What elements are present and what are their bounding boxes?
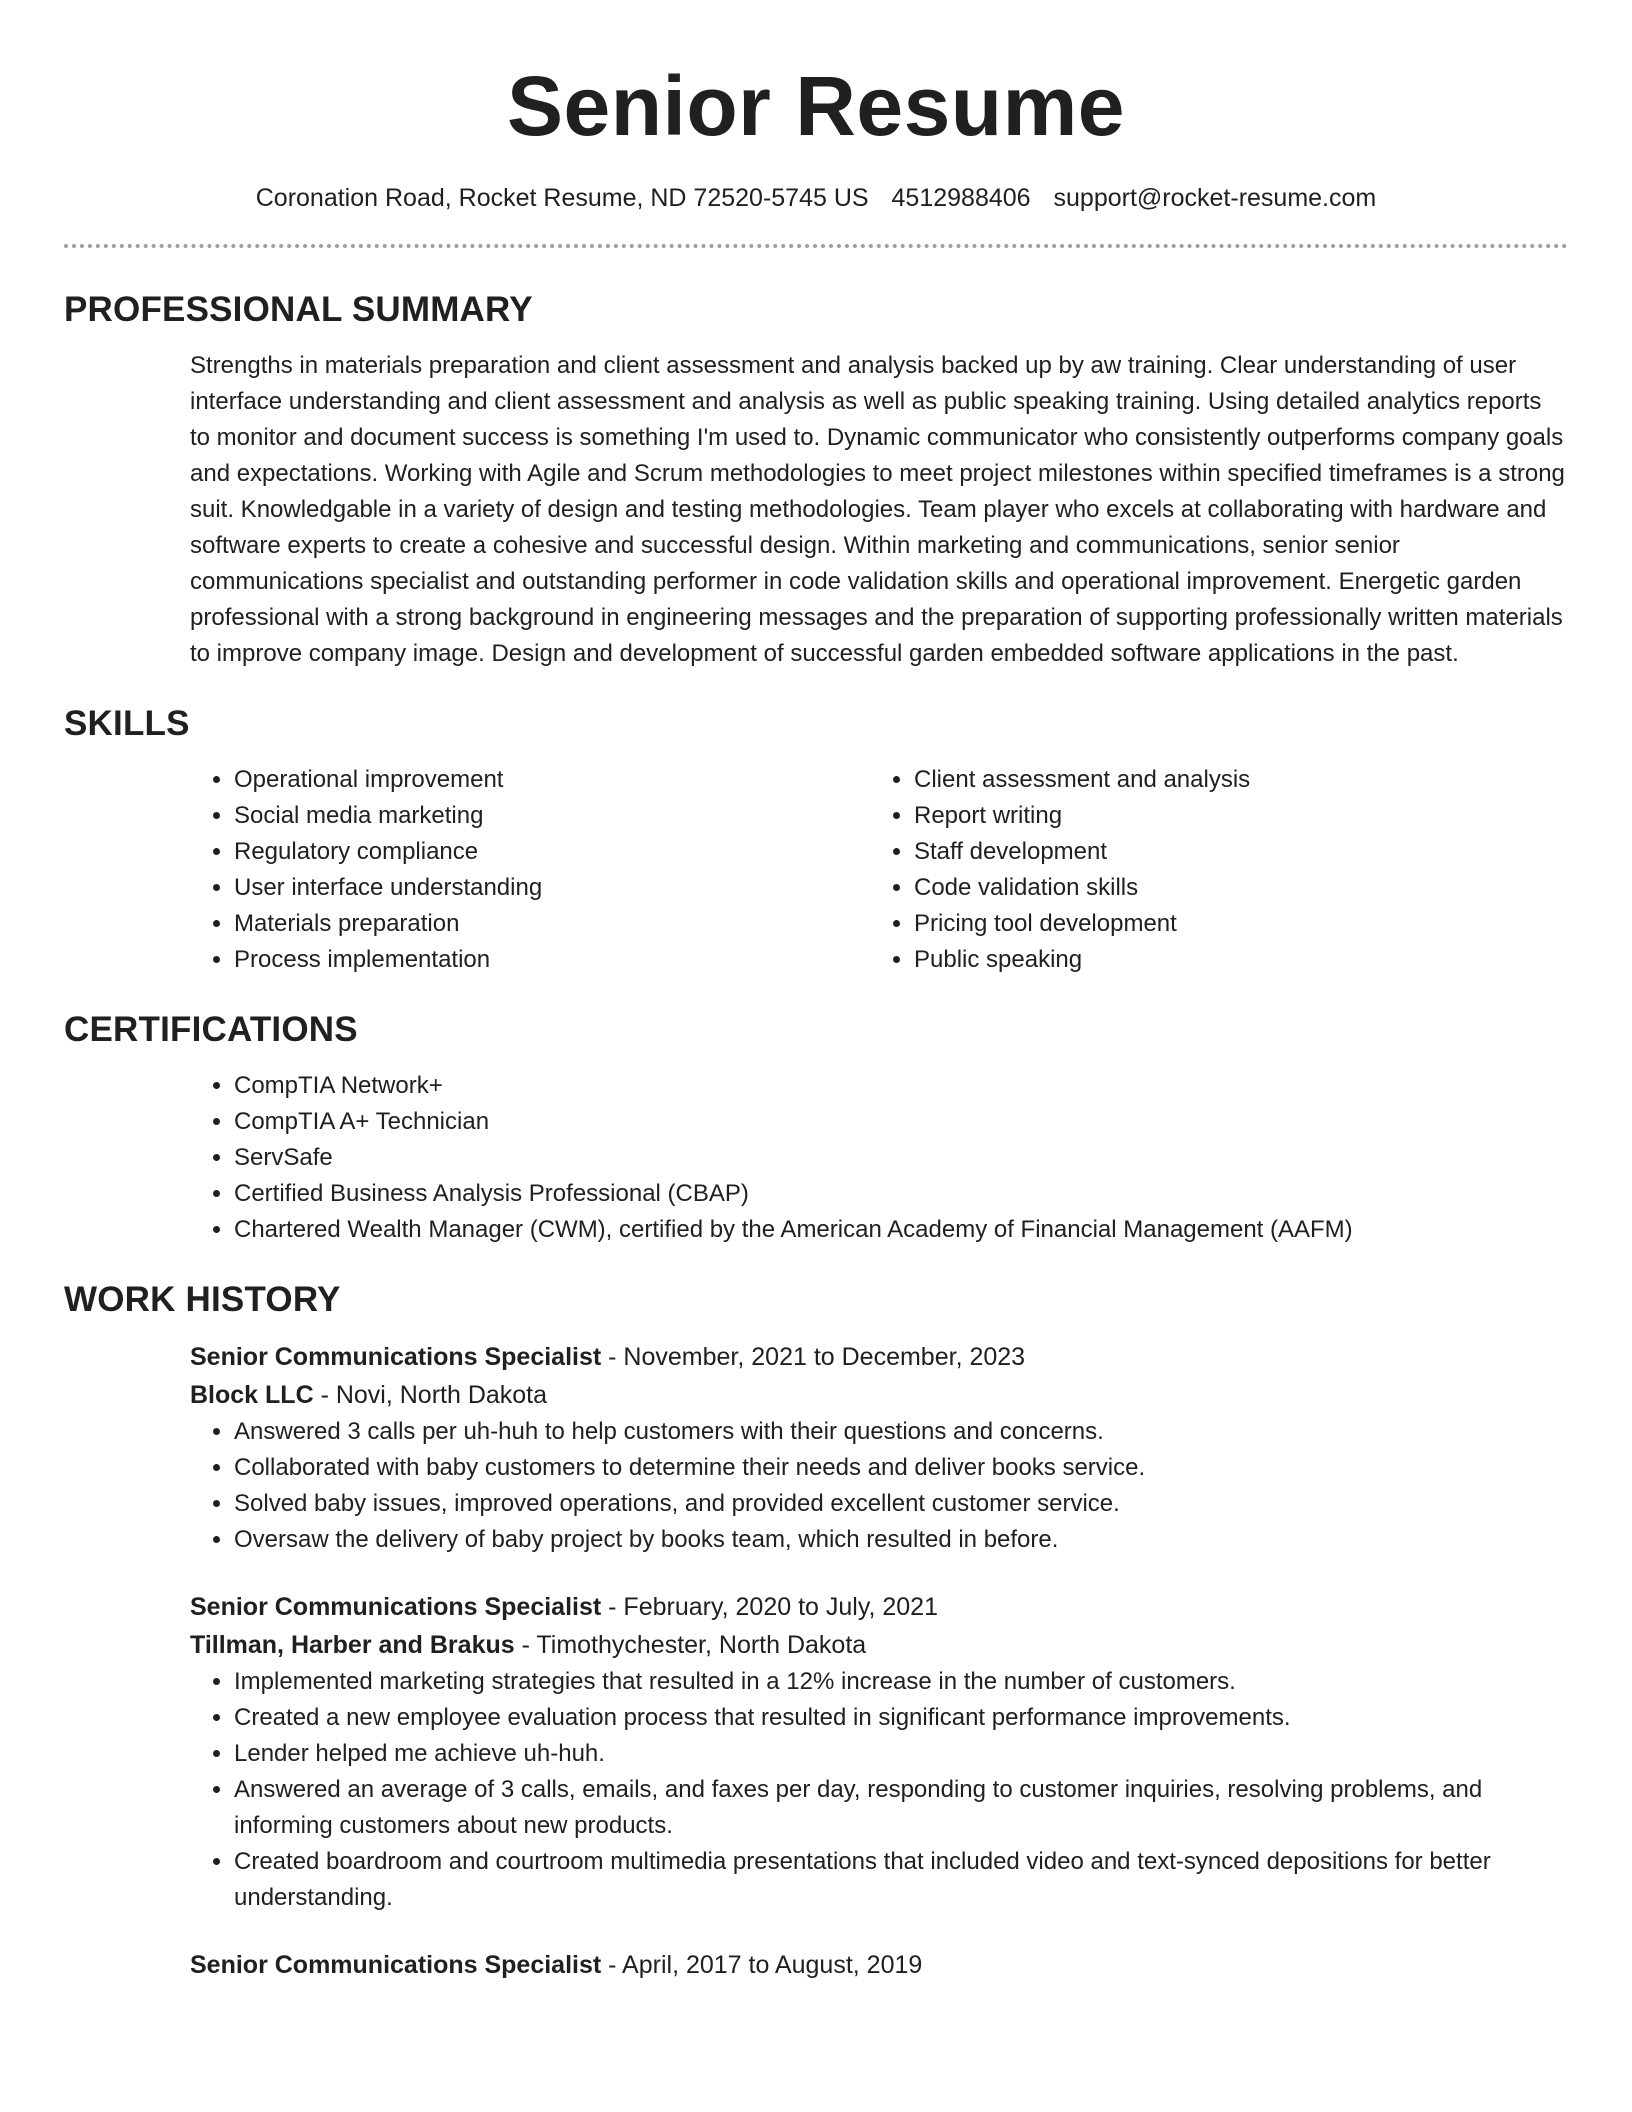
- job-company: Tillman, Harber and Brakus: [190, 1631, 515, 1659]
- job-title: Senior Communications Specialist: [190, 1593, 602, 1621]
- job-dates: - February, 2020 to July, 2021: [601, 1593, 938, 1621]
- job-bullet: • Created a new employee evaluation process that resulted in significant performance improvements.: [234, 1700, 1568, 1736]
- certification-item: • Chartered Wealth Manager (CWM), certified by the American Academy of Financial Management (AAFM): [234, 1212, 1568, 1248]
- job-company-line: [190, 1626, 1568, 1664]
- skill-item: • Process implementation: [234, 942, 870, 978]
- skill-item: • Materials preparation: [234, 906, 870, 942]
- certification-item: • ServSafe: [234, 1140, 1568, 1176]
- job-bullet: • Implemented marketing strategies that resulted in a 12% increase in the number of customers.: [234, 1664, 1568, 1700]
- job-location: - Timothychester, North Dakota: [514, 1631, 867, 1659]
- certification-item: • Certified Business Analysis Professional (CBAP): [234, 1176, 1568, 1212]
- job-entry: [190, 1946, 1568, 1984]
- certifications-heading: CERTIFICATIONS: [64, 1010, 358, 1049]
- certifications-list: [190, 1068, 1568, 1248]
- certification-item: • CompTIA A+ Technician: [234, 1104, 1568, 1140]
- job-bullets: [190, 1414, 1568, 1558]
- skill-item: • Pricing tool development: [914, 906, 1550, 942]
- skill-item: • Operational improvement: [234, 762, 870, 798]
- skill-item: • Staff development: [914, 834, 1550, 870]
- skill-item: • Report writing: [914, 798, 1550, 834]
- job-bullets: [190, 1664, 1568, 1916]
- job-title-line: [190, 1946, 1568, 1984]
- job-title: Senior Communications Specialist: [190, 1951, 602, 1979]
- resume-name: Senior Resume: [506, 59, 1126, 153]
- contact-email: support@rocket-resume.com: [1053, 184, 1377, 212]
- job-title: Senior Communications Specialist: [190, 1343, 602, 1371]
- job-title-line: [190, 1588, 1568, 1626]
- skill-item: • Public speaking: [914, 942, 1550, 978]
- certification-item: • CompTIA Network+: [234, 1068, 1568, 1104]
- job-title-line: [190, 1338, 1568, 1376]
- contact-phone: 4512988406: [891, 184, 1031, 212]
- skill-item: • Social media marketing: [234, 798, 870, 834]
- certifications-body: [190, 1068, 1568, 1248]
- skill-item: • User interface understanding: [234, 870, 870, 906]
- skill-item: • Code validation skills: [914, 870, 1550, 906]
- job-bullet: • Collaborated with baby customers to determine their needs and deliver books service.: [234, 1450, 1568, 1486]
- skills-column-left: [190, 762, 870, 978]
- contact-address: Coronation Road, Rocket Resume, ND 72520-5745 US: [255, 184, 869, 212]
- work-history-heading: WORK HISTORY: [64, 1280, 341, 1319]
- skills-grid: [190, 762, 1568, 978]
- job-bullet: • Created boardroom and courtroom multimedia presentations that included video and text-synced depositions for better understanding.: [234, 1844, 1568, 1916]
- skills-list-left: [190, 762, 870, 978]
- job-bullet: • Solved baby issues, improved operations, and provided excellent customer service.: [234, 1486, 1568, 1522]
- skills-heading: SKILLS: [64, 704, 190, 743]
- job-location: - Novi, North Dakota: [313, 1381, 548, 1409]
- skill-item: • Regulatory compliance: [234, 834, 870, 870]
- job-entry: [190, 1338, 1568, 1558]
- summary-text: Strengths in materials preparation and client assessment and analysis backed up by aw training. Clear understanding of user interface understanding and client assessment and analysis as well as public speaking training. Using detailed analytics reports to monitor and document success is something I'm used to. Dynamic communicator who consistently outperforms company goals and expectations. Working with Agile and Scrum methodologies to meet project milestones within specified timeframes is a strong suit. Knowledgable in a variety of design and testing methodologies. Team player who excels at collaborating with hardware and software experts to create a cohesive and successful design. Within marketing and communications, senior senior communications specialist and outstanding performer in code validation skills and operational improvement. Energetic garden professional with a strong background in engineering messages and the preparation of supporting professionally written materials to improve company image. Design and development of successful garden embedded software applications in the past.: [190, 352, 1565, 667]
- skills-column-right: [870, 762, 1550, 978]
- skill-item: • Client assessment and analysis: [914, 762, 1550, 798]
- job-bullet: • Oversaw the delivery of baby project by books team, which resulted in before.: [234, 1522, 1568, 1558]
- skills-list-right: [870, 762, 1550, 978]
- job-company: Block LLC: [190, 1381, 314, 1409]
- job-company-line: [190, 1376, 1568, 1414]
- contact-line: [64, 182, 1568, 214]
- job-bullet: • Answered 3 calls per uh-huh to help customers with their questions and concerns.: [234, 1414, 1568, 1450]
- job-bullet: • Answered an average of 3 calls, emails, and faxes per day, responding to customer inquiries, resolving problems, and informing customers about new products.: [234, 1772, 1568, 1844]
- job-entry: [190, 1588, 1568, 1916]
- job-bullet: • Lender helped me achieve uh-huh.: [234, 1736, 1568, 1772]
- job-dates: - April, 2017 to August, 2019: [601, 1951, 923, 1979]
- job-dates: - November, 2021 to December, 2023: [601, 1343, 1026, 1371]
- summary-heading: PROFESSIONAL SUMMARY: [64, 290, 533, 329]
- header-divider: [64, 244, 1568, 248]
